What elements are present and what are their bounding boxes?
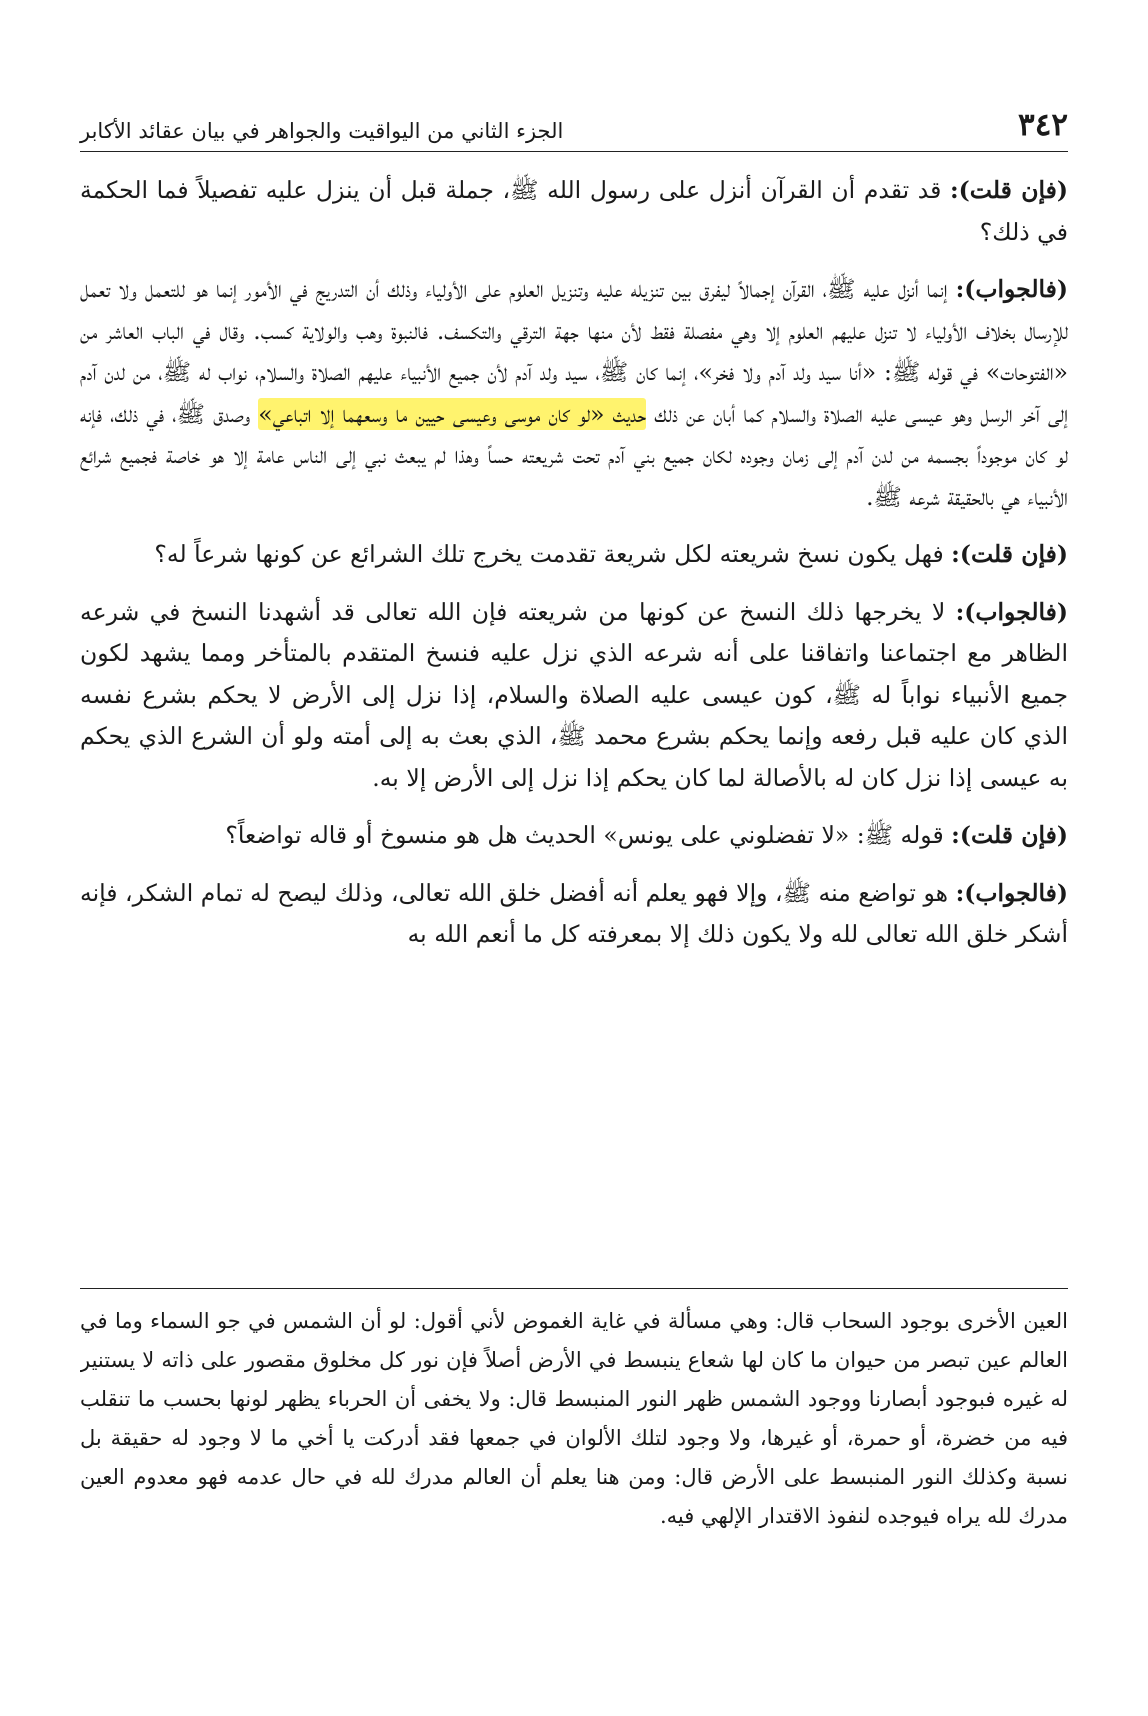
footnote-divider (80, 1288, 1068, 1289)
paragraph-answer-2[interactable] (80, 592, 1068, 800)
paragraph-text: قد تقدم أن القرآن أنزل على رسول الله ﷺ، جملة قبل أن ينزل عليه تفصيلاً فما الحكمة في ذلك؟ (80, 176, 1068, 246)
running-header (80, 92, 1068, 152)
paragraph-question-1[interactable] (80, 170, 1068, 253)
paragraph-answer-1[interactable] (80, 269, 1068, 518)
answer-label: (فالجواب): (955, 275, 1068, 303)
answer-label: (فالجواب): (955, 878, 1068, 907)
paragraph-question-3[interactable] (80, 815, 1068, 857)
question-label: (فإن قلت): (949, 176, 1068, 204)
paragraph-text: قوله ﷺ: «لا تفضلوني على يونس» الحديث هل هو منسوخ أو قاله تواضعاً؟ (225, 821, 952, 849)
footnote-text[interactable]: العين الأخرى بوجود السحاب قال: وهي مسألة في غاية الغموض لأني أقول: لو أن الشمس في جو السماء وما في العالم عين تبصر من حيوان ما كان لها شعاع ينبسط في الأرض أصلاً فإن نور كل مخلوق مقصور على ذاته لا يستنير له غيره فبوجود أبصارنا ووجود الشمس ظهر النور المنبسط قال: ولا يخفى أن الحرباء يظهر لونها بحسب ما تنقلب فيه من خضرة، أو حمرة، أو غيرها، ولا وجود لتلك الألوان في جمعها فقد أدركت يا أخي ما لا وجود له حقيقة بل نسبة وكذلك النور المنبسط على الأرض قال: ومن هنا يعلم أن العالم مدرك لله في حال عدمه فهو معدوم العين مدرك لله يراه فيوجده لنفوذ الاقتدار الإلهي فيه. (80, 1309, 1068, 1528)
running-title: الجزء الثاني من اليواقيت والجواهر في بيان عقائد الأكابر (80, 119, 564, 143)
paragraph-question-2[interactable] (80, 534, 1068, 576)
paragraph-text: فهل يكون نسخ شريعته لكل شريعة تقدمت يخرج تلك الشرائع عن كونها شرعاً له؟ (154, 540, 952, 568)
paragraph-text: وصدق ﷺ، في ذلك، فإنه لو كان موجوداً بجسمه من لدن آدم إلى زمان وجوده لكان جميع بني آدم تحت شريعته حساً وهذا لم يبعث نبي إلى الناس عامة إلا هو خاصة فجميع شرائع الأنبياء هي بالحقيقة شرعه ﷺ. (80, 399, 1068, 511)
paragraph-text: إنما أنزل عليه ﷺ، القرآن إجمالاً ليفرق بين تنزيله عليه وتنزيل العلوم على الأولياء وذلك أن التدريج في الأمور إنما هو للتعمل ولا تعمل للإرسال بخلاف الأولياء لا تنزل عليهم العلوم إلا وهي مفصلة فقط لأن منها جهة الترقي والتكسف. فالنبوة وهب والولاية كسب. وقال في الباب العاشر من «الفتوحات» في قوله ﷺ: «أنا سيد ولد آدم ولا فخر»، إنما كان ﷺ، سيد ولد آدم لأن جميع الأنبياء عليهم الصلاة والسلام، نواب له ﷺ، من لدن آدم إلى آخر الرسل وهو عيسى عليه الصلاة والسلام كما أبان عن ذلك (80, 275, 1068, 428)
answer-label: (فالجواب): (955, 597, 1068, 626)
highlighted-hadith[interactable]: حديث «لو كان موسى وعيسى حيين ما وسعهما إلا اتباعي» (258, 399, 647, 428)
main-text (80, 170, 1068, 1270)
page-number: ٣٤٢ (1018, 107, 1068, 143)
question-label: (فإن قلت): (951, 540, 1068, 568)
paragraph-answer-3[interactable] (80, 873, 1068, 956)
paragraph-text: هو تواضع منه ﷺ، وإلا فهو يعلم أنه أفضل خلق الله تعالى، وذلك ليصح له تمام الشكر، فإنه أشكر خلق الله تعالى لله ولا يكون ذلك إلا بمعرفته كل ما أنعم الله به (80, 878, 1068, 948)
paragraph-text: لا يخرجها ذلك النسخ عن كونها من شريعته فإن الله تعالى قد أشهدنا النسخ في شرعه الظاهر مع اجتماعنا واتفاقنا على أنه شرعه الذي نزل عليه فنسخ المتقدم بالمتأخر ومما يشهد لكون جميع الأنبياء نواباً له ﷺ، كون عيسى عليه الصلاة والسلام، إذا نزل إلى الأرض لا يحكم بشرع نفسه الذي كان عليه قبل رفعه وإنما يحكم بشرع محمد ﷺ، الذي بعث به إلى أمته ولو أن الشرع الذي يحكم به عيسى إذا نزل كان له بالأصالة لما كان يحكم إذا نزل إلى الأرض إلا به. (80, 597, 1068, 792)
question-label: (فإن قلت): (951, 821, 1068, 849)
